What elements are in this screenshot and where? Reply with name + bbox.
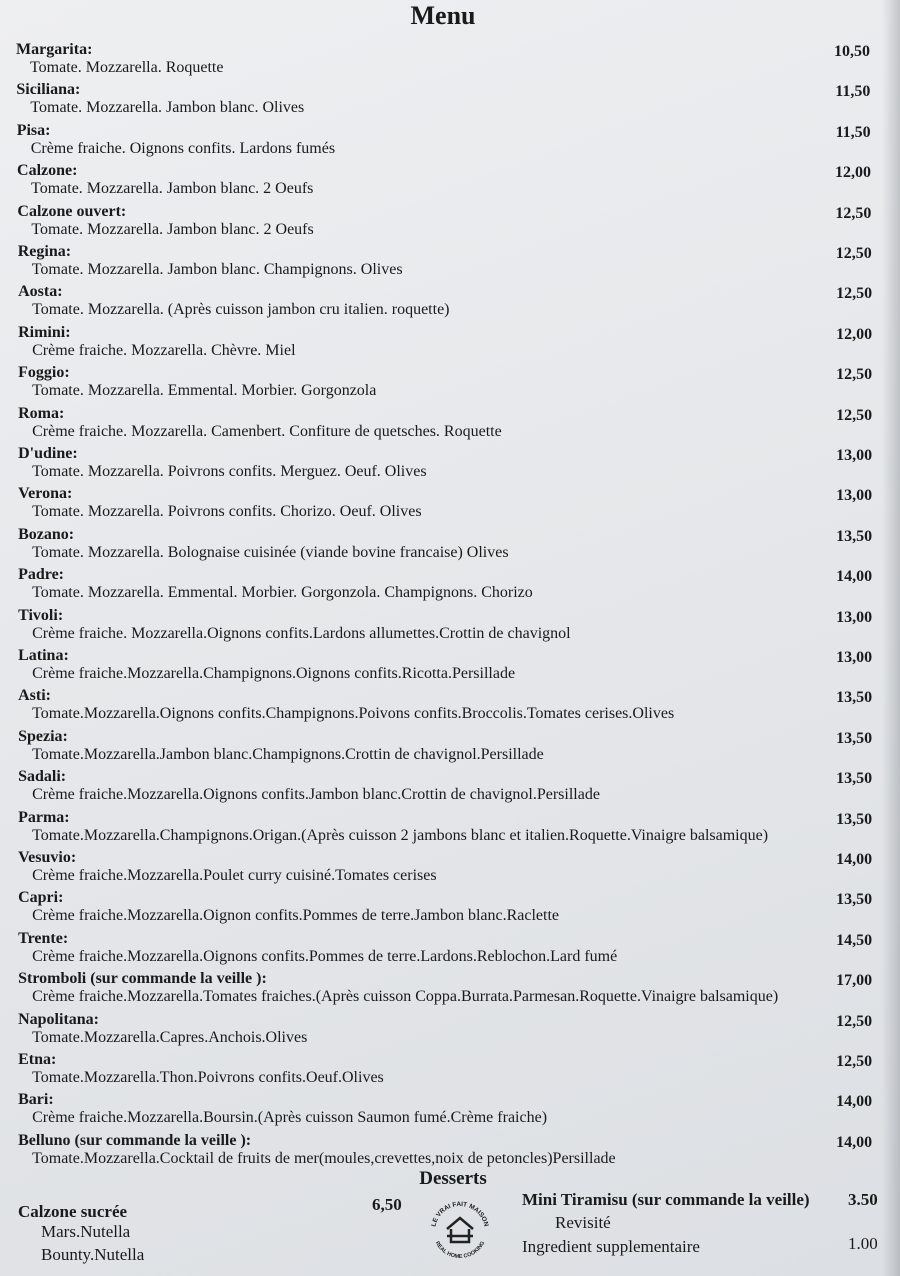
dessert-tiramisu-price: 3.50 <box>848 1190 878 1209</box>
dessert-calzone-name: Calzone sucrée <box>18 1202 128 1221</box>
menu-item <box>18 404 878 444</box>
pizza-price: 14,00 <box>836 1133 873 1151</box>
pizza-price: 12,50 <box>836 406 873 424</box>
pizza-name: Vesuvio: <box>18 849 77 866</box>
pizza-ingredients: Tomate. Mozzarella. Jambon blanc. 2 Oeufs <box>31 180 314 198</box>
pizza-price: 11,50 <box>835 123 871 141</box>
pizza-ingredients: Crème fraiche.Mozzarella.Poulet curry cuisiné.Tomates cerises <box>32 867 437 884</box>
pizza-name: Stromboli (sur commande la veille ): <box>18 970 267 988</box>
pizza-price: 13,00 <box>836 487 873 505</box>
pizza-price: 14,00 <box>836 1093 873 1111</box>
dessert-tiramisu-subtitle: Revisité <box>555 1213 611 1232</box>
dessert-calzone-variant: Bounty.Nutella <box>41 1245 145 1264</box>
pizza-name: Margarita: <box>16 41 93 58</box>
pizza-name: Napolitana: <box>18 1010 99 1028</box>
pizza-price: 13,00 <box>836 447 873 464</box>
pizza-ingredients: Crème fraiche.Mozzarella.Oignon confits.Pommes de terre.Jambon blanc.Raclette <box>32 907 560 925</box>
pizza-price: 13,50 <box>836 891 873 909</box>
pizza-name: Asti: <box>18 687 51 705</box>
menu-item <box>18 929 878 969</box>
menu-item <box>18 323 878 363</box>
pizza-name: D'udine: <box>18 445 78 462</box>
pizza-price: 12,50 <box>836 285 873 303</box>
menu-item <box>18 727 878 767</box>
pizza-price: 14,00 <box>836 851 873 868</box>
menu-item <box>18 606 878 646</box>
pizza-name: Bozano: <box>18 525 75 543</box>
menu-item <box>18 525 878 565</box>
pizza-ingredients: Tomate. Mozzarella. Emmental. Morbier. Gorgonzola. Champignons. Chorizo <box>32 584 533 602</box>
pizza-ingredients: Tomate. Mozzarella. Jambon blanc. 2 Oeufs <box>31 220 314 238</box>
pizza-ingredients: Crème fraiche.Mozzarella.Boursin.(Après cuisson Saumon fumé.Crème fraiche) <box>32 1109 548 1127</box>
menu-item <box>18 686 878 726</box>
pizza-name: Aosta: <box>18 283 63 301</box>
menu-item <box>18 848 878 888</box>
pizza-price: 13,00 <box>836 608 873 626</box>
pizza-ingredients: Tomate.Mozzarella.Oignons confits.Champignons.Poivons confits.Broccolis.Tomates cerises.Olives <box>32 705 675 723</box>
menu-item <box>16 40 876 80</box>
menu-item <box>18 808 878 848</box>
pizza-price: 13,50 <box>836 770 873 788</box>
menu-item <box>18 969 878 1009</box>
menu-title: Menu <box>410 1 476 30</box>
pizza-price: 13,50 <box>836 689 873 707</box>
pizza-ingredients: Crème fraiche. Mozzarella. Chèvre. Miel <box>32 341 296 359</box>
menu-item <box>17 121 877 161</box>
pizza-ingredients: Tomate.Mozzarella.Champignons.Origan.(Après cuisson 2 jambons blanc et italien.Roquette.Vinaigre balsamique) <box>32 826 769 844</box>
pizza-ingredients: Tomate. Mozzarella. (Après cuisson jambon cru italien. roquette) <box>32 301 450 319</box>
pizza-price: 14,00 <box>836 568 873 586</box>
pizza-name: Latina: <box>18 647 69 664</box>
pizza-ingredients: Tomate. Mozzarella. Poivrons confits. Chorizo. Oeuf. Olives <box>32 503 422 521</box>
svg-text:REAL HOME COOKING <box>434 1241 486 1261</box>
pizza-price: 12,50 <box>835 245 872 262</box>
logo-bottom-text: REAL HOME COOKING <box>433 1240 487 1261</box>
pizza-ingredients: Tomate. Mozzarella. Bolognaise cuisinée (viande bovine francaise) Olives <box>32 543 509 561</box>
dessert-tiramisu-name: Mini Tiramisu (sur commande la veille) <box>522 1190 810 1209</box>
pizza-ingredients: Tomate.Mozzarella.Cocktail de fruits de mer(moules,crevettes,noix de petoncles)Persillade <box>32 1149 616 1167</box>
menu-item <box>18 1131 878 1171</box>
pizza-name: Bari: <box>18 1091 54 1109</box>
pizza-ingredients: Crème fraiche.Mozzarella.Oignons confits.Pommes de terre.Lardons.Reblochon.Lard fumé <box>32 947 618 965</box>
pizza-name: Capri: <box>18 889 64 907</box>
pizza-ingredients: Crème fraiche.Mozzarella.Tomates fraiches.(Après cuisson Coppa.Burrata.Parmesan.Roquette.Vinaigre balsamique) <box>32 988 779 1006</box>
menu-item <box>16 80 876 120</box>
pizza-price: 12,50 <box>836 366 873 384</box>
logo-top-text: LE VRAI FAIT MAISON <box>430 1200 490 1228</box>
pizza-name: Verona: <box>18 485 73 503</box>
pizza-ingredients: Tomate.Mozzarella.Jambon blanc.Champignons.Crottin de chavignol.Persillade <box>32 745 544 763</box>
page-edge-shadow <box>882 0 900 1276</box>
pizza-price: 12,00 <box>836 325 873 343</box>
pizza-name: Foggio: <box>18 364 70 382</box>
pizza-ingredients: Tomate.Mozzarella.Capres.Anchois.Olives <box>32 1028 308 1046</box>
pizza-name: Pisa: <box>16 121 51 139</box>
pizza-name: Roma: <box>18 404 65 422</box>
pizza-price: 13,50 <box>836 810 873 828</box>
pizza-name: Tivoli: <box>18 606 64 624</box>
extra-ingredient-name: Ingredient supplementaire <box>522 1237 700 1256</box>
pizza-price: 13,00 <box>836 649 873 666</box>
menu-item <box>18 1050 878 1090</box>
menu-item <box>18 565 878 605</box>
pizza-price: 12,50 <box>836 1012 873 1030</box>
pizza-name: Calzone ouvert: <box>17 202 127 220</box>
menu-item <box>18 1010 878 1050</box>
menu-item <box>18 646 878 686</box>
pizza-price: 17,00 <box>836 972 873 990</box>
menu-item <box>18 242 878 282</box>
pizza-ingredients: Tomate. Mozzarella. Jambon blanc. Champignons. Olives <box>31 261 403 278</box>
pizza-price: 14,50 <box>836 931 873 949</box>
pizza-name: Siciliana: <box>16 81 81 99</box>
pizza-ingredients: Crème fraiche. Oignons confits. Lardons fumés <box>30 139 336 157</box>
pizza-price: 12,50 <box>836 1053 873 1070</box>
pizza-ingredients: Tomate.Mozzarella.Thon.Poivrons confits.Oeuf.Olives <box>32 1069 384 1086</box>
pizza-name: Etna: <box>18 1051 57 1068</box>
extra-ingredient-price: 1.00 <box>848 1234 878 1253</box>
pizza-name: Parma: <box>18 808 70 826</box>
menu-item <box>18 888 878 928</box>
pizza-price: 13,50 <box>836 729 873 747</box>
menu-item <box>18 484 878 524</box>
pizza-ingredients: Tomate. Mozzarella. Poivrons confits. Merguez. Oeuf. Olives <box>32 463 427 480</box>
dessert-calzone-price: 6,50 <box>372 1195 402 1214</box>
menu-item <box>18 1090 878 1130</box>
pizza-name: Sadali: <box>18 768 67 786</box>
pizza-name: Rimini: <box>18 323 71 341</box>
dessert-calzone-variant: Mars.Nutella <box>41 1222 131 1241</box>
pizza-price: 12,00 <box>835 164 872 182</box>
house-icon <box>447 1218 473 1242</box>
pizza-name: Belluno (sur commande la veille ): <box>18 1131 252 1149</box>
menu-item <box>18 444 878 484</box>
menu-item <box>17 161 877 201</box>
menu-item <box>18 282 878 322</box>
pizza-name: Spezia: <box>18 727 68 745</box>
pizza-name: Trente: <box>18 929 69 947</box>
pizza-name: Regina: <box>17 243 72 260</box>
menu-item <box>17 202 877 242</box>
fait-maison-logo <box>425 1196 495 1266</box>
pizza-ingredients: Crème fraiche.Mozzarella.Champignons.Oignons confits.Ricotta.Persillade <box>32 665 516 682</box>
pizza-ingredients: Tomate. Mozzarella. Jambon blanc. Olives <box>30 99 305 117</box>
pizza-ingredients: Tomate. Mozzarella. Emmental. Morbier. Gorgonzola <box>32 382 377 400</box>
desserts-title: Desserts <box>419 1168 487 1189</box>
pizza-name: Padre: <box>18 566 65 584</box>
pizza-ingredients: Crème fraiche.Mozzarella.Oignons confits.Jambon blanc.Crottin de chavignol.Persillade <box>32 786 600 804</box>
pizza-price: 13,50 <box>836 527 873 545</box>
pizza-price: 11,50 <box>835 83 871 101</box>
pizza-ingredients: Crème fraiche. Mozzarella. Camenbert. Confiture de quetsches. Roquette <box>32 422 502 440</box>
pizza-price: 10,50 <box>834 43 870 60</box>
pizza-ingredients: Tomate. Mozzarella. Roquette <box>30 59 224 76</box>
menu-item <box>18 767 878 807</box>
pizza-price: 12,50 <box>835 204 872 222</box>
pizza-name: Calzone: <box>17 162 78 180</box>
pizza-ingredients: Crème fraiche. Mozzarella.Oignons confits.Lardons allumettes.Crottin de chavignol <box>32 624 571 642</box>
menu-item <box>18 363 878 403</box>
svg-text:LE VRAI FAIT MAISON <box>430 1201 489 1228</box>
